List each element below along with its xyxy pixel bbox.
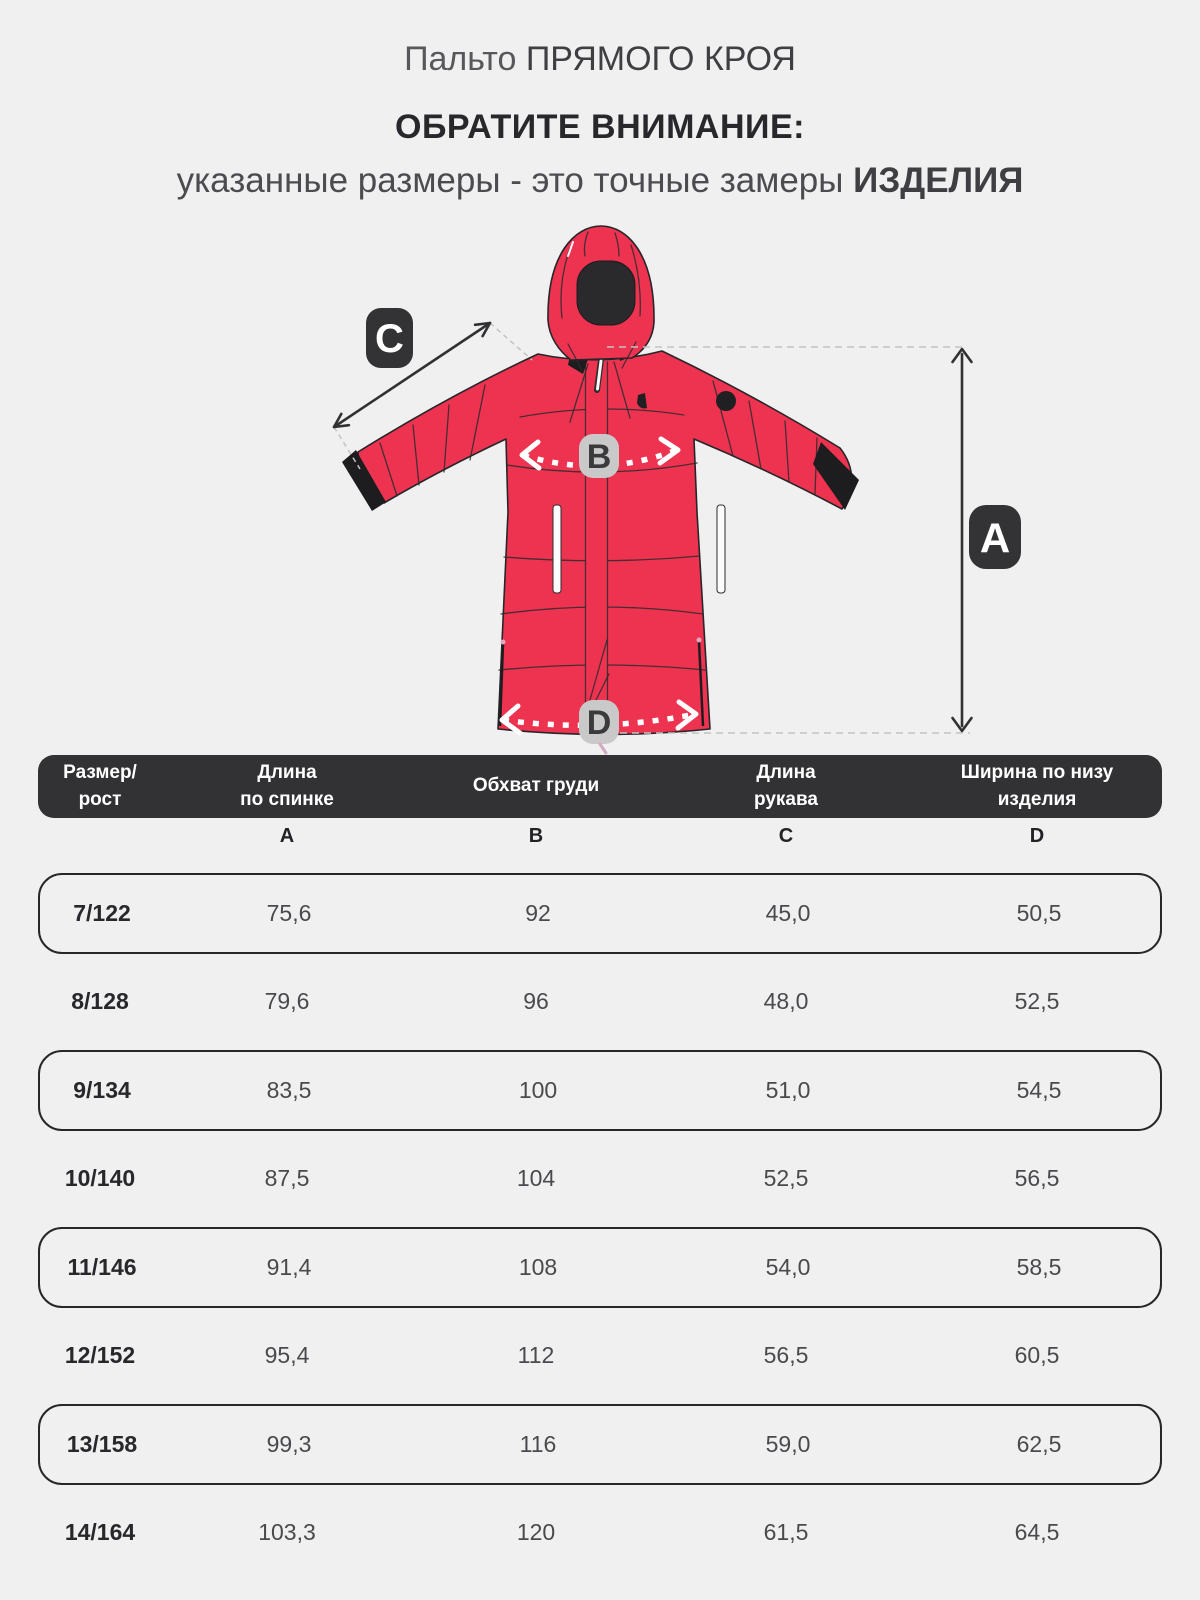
size-row-7-122: 7/122 75,6 92 45,0 50,5	[38, 873, 1162, 954]
size-row-10-140: 10/140 87,5 104 52,5 56,5	[64, 1165, 1060, 1192]
notice-body-emphasis: ИЗДЕЛИЯ	[853, 161, 1024, 200]
header-back-length: Длина по спинке	[240, 761, 334, 810]
hem-drawstring	[600, 744, 606, 753]
measure-letter-row	[38, 818, 1162, 854]
measure-letter-b: B	[586, 438, 612, 476]
notice-body	[0, 161, 1200, 201]
size-row-11-146: 11/146 91,4 108 54,0 58,5	[38, 1227, 1162, 1308]
measure-letter-a: A	[979, 514, 1011, 562]
column-letter-d: D	[1029, 824, 1045, 847]
coat-illustration	[342, 226, 859, 735]
coat-measurement-diagram	[270, 212, 1170, 757]
column-letter-c: C	[778, 824, 794, 847]
notice-heading: ОБРАТИТЕ ВНИМАНИЕ:	[395, 108, 805, 146]
front-placket	[582, 362, 609, 730]
product-type-text: Пальто	[404, 40, 517, 78]
measure-letter-c: C	[375, 317, 404, 361]
pocket-welt-right	[717, 505, 725, 593]
size-row-9-134: 9/134 83,5 100 51,0 54,5	[38, 1050, 1162, 1131]
notice-body-text: указанные размеры - это точные замеры	[176, 161, 844, 200]
size-table-body	[38, 869, 1162, 1577]
hood-lining	[577, 261, 635, 325]
size-row-8-128: 8/128 79,6 96 48,0 52,5	[71, 988, 1060, 1015]
size-row-12-152: 12/152 95,4 112 56,5 60,5	[64, 1342, 1060, 1369]
header-chest: Обхват груди	[472, 775, 600, 797]
pocket-welt-left	[553, 505, 561, 593]
size-row-13-158: 13/158 99,3 116 59,0 62,5	[38, 1404, 1162, 1485]
header-sleeve: Длина рукава	[754, 761, 818, 810]
hood	[548, 226, 654, 370]
size-table-header	[38, 755, 1162, 818]
sleeve-logo-patch	[716, 391, 736, 411]
size-row-14-164: 14/164 103,3 120 61,5 64,5	[64, 1519, 1060, 1546]
product-style-text: ПРЯМОГО КРОЯ	[525, 40, 796, 78]
measure-letter-d: D	[586, 704, 612, 742]
header-bottom-width: Ширина по низу изделия	[960, 761, 1114, 810]
page-title	[0, 40, 1200, 79]
column-letter-b: B	[528, 824, 544, 847]
column-letter-a: A	[279, 824, 295, 847]
header-size: Размер/ рост	[63, 761, 137, 810]
